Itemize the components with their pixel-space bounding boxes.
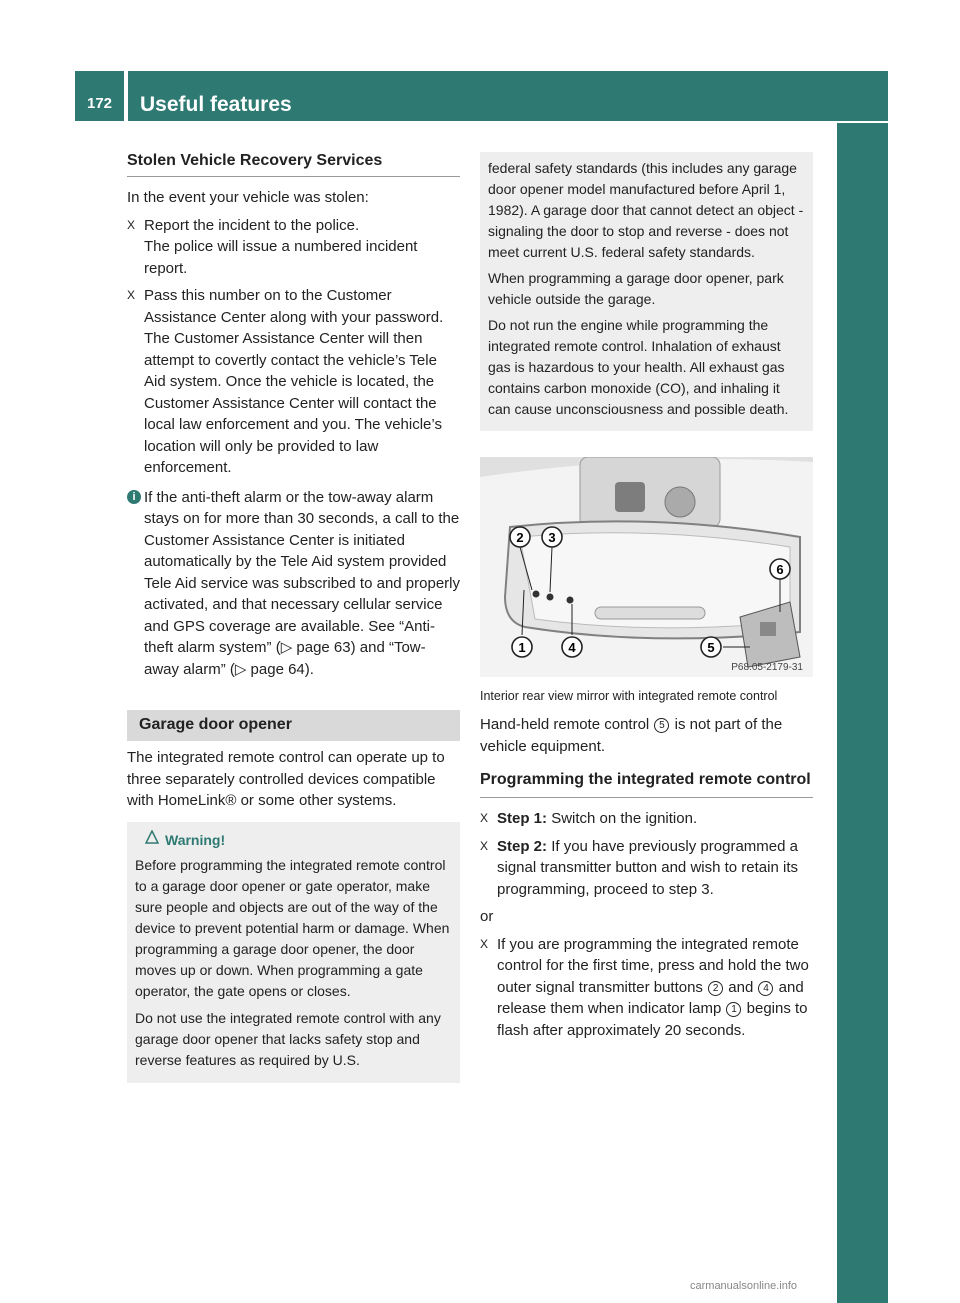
info-icon: i <box>127 490 141 504</box>
stolen-vehicle-heading: Stolen Vehicle Recovery Services <box>127 152 460 177</box>
page-number: 172 <box>75 71 124 121</box>
handheld-note: Hand-held remote control 5 is not part of the vehicle equipment. <box>480 716 783 755</box>
programming-heading: Programming the integrated remote control <box>480 769 813 798</box>
right-column <box>480 152 813 1047</box>
garage-door-heading: Garage door opener <box>127 710 460 741</box>
page-header <box>75 71 888 121</box>
warning-paragraph: Before programming the integrated remote control to a garage door opener or gate operator, make sure people and objects are out of the way of the device to prevent potential harm or damage. When programming a garage door opener, the door moves up or down. When programming a gate operator, the gate opens or closes. <box>135 856 450 999</box>
figure-callout-1: 1 <box>518 640 526 655</box>
warning-paragraph: Do not use the integrated remote control with any garage door opener that lacks safety stop and reverse features as required by U.S. <box>135 1009 441 1068</box>
info-note: i If the anti-theft alarm or the tow-away alarm stays on for more than 30 seconds, a call to the Customer Assistance Center is initiated automatically by the Tele Aid system provided Tele Aid service was subscribed to and properly activated, and that necessary cellular service and GPS coverage are available. See “Anti-theft alarm system” (▷ page 63) and “Tow-away alarm” (▷ page 64). <box>127 487 460 681</box>
figure-caption: Interior rear view mirror with integrated remote control <box>480 689 778 703</box>
figure-callout-2: 2 <box>516 530 524 545</box>
figure-callout-5: 5 <box>707 640 715 655</box>
figure-code: P68.05-2179-31 <box>731 662 803 673</box>
figure-callout-4: 4 <box>568 640 576 655</box>
left-column <box>127 152 460 1083</box>
step-arrow-icon: X <box>127 217 136 232</box>
warning-paragraph: When programming a garage door opener, park vehicle outside the garage. <box>488 270 784 307</box>
sidebar-label: Controls in detail <box>858 388 881 560</box>
mirror-illustration <box>480 457 813 677</box>
step-arrow-icon: X <box>480 838 489 853</box>
figure-callout-6: 6 <box>776 562 784 577</box>
step-arrow-icon: X <box>480 811 489 825</box>
step-first-time: X If you are programming the integrated remote control for the first time, press and hold the two outer signal transmitter buttons 2 and 4 and release them when indicator lamp 1 begins to flash after approximately 20 seconds. <box>480 935 809 1039</box>
intro-text: In the event your vehicle was stolen: <box>127 189 369 206</box>
warning-icon <box>145 830 159 844</box>
warning-paragraph: Do not run the engine while programming the integrated remote control. Inhalation of exhaust gas is hazardous to your health. All exhaust gas contains carbon monoxide (CO), and inhaling it can cause unconsciousness and possible death. <box>488 317 789 417</box>
watermark: carmanualsonline.info <box>690 1280 798 1292</box>
step-arrow-icon: X <box>127 288 136 302</box>
step-pass-number: X Pass this number on to the Customer Assistance Center along with your password. The Customer Assistance Center will then attempt to covertly contact the vehicle’s Tele Aid system. Once the vehicle is located, the Customer Assistance Center will contact the local law enforcement and you. The vehicle’s location will only be provided to law enforcement. <box>127 287 444 476</box>
step-2: X Step 2: If you have previously programmed a signal transmitter button and wish to retain its programming, proceed to step 3. <box>480 837 798 898</box>
warning-paragraph: federal safety standards (this includes any garage door opener model manufactured before April 1, 1982). A garage door that cannot detect an object - signaling the door to stop and reverse - does not meet current U.S. federal safety standards. <box>488 160 804 260</box>
figure-callout-3: 3 <box>548 530 556 545</box>
mirror-figure <box>480 457 813 677</box>
warning-box-continued <box>480 152 813 431</box>
step-report-police: X Report the incident to the police. The police will issue a numbered incident report. <box>127 216 418 277</box>
warning-box <box>127 822 460 1083</box>
section-title: Useful features <box>128 71 888 121</box>
or-text: or <box>480 908 494 925</box>
step-1: X Step 1: Switch on the ignition. <box>480 808 813 830</box>
warning-title: Warning! <box>165 830 452 851</box>
step-arrow-icon: X <box>480 936 489 951</box>
garage-intro: The integrated remote control can operate up to three separately controlled devices compatible with HomeLink® or some other systems. <box>127 749 445 809</box>
